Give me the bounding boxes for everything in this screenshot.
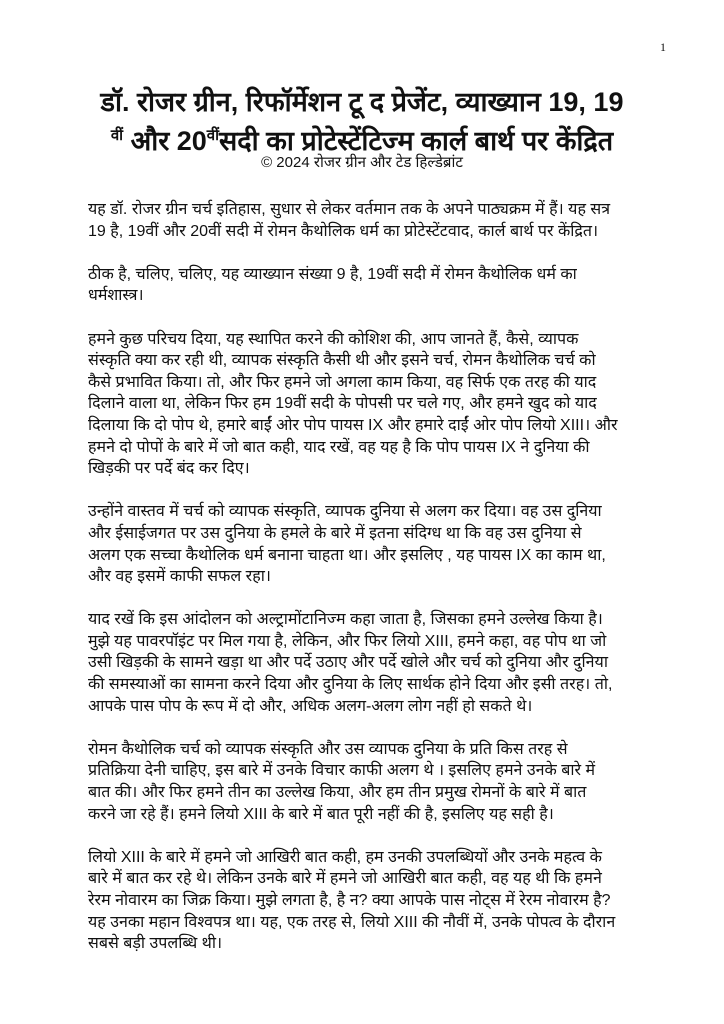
paragraph: [88, 501, 648, 587]
paragraph-line: हमने कुछ परिचय दिया, यह स्थापित करने की कोशिश की, आप जानते हैं, कैसे, व्यापक: [88, 330, 579, 348]
paragraph-line: आपके पास पोप के रूप में दो और, अधिक अलग-अलग लोग नहीं हो सकते थे।: [88, 697, 533, 715]
paragraph: [88, 199, 648, 242]
paragraph-line: ठीक है, चलिए, चलिए, यह व्याख्यान संख्या 9 है, 19वीं सदी में रोमन कैथोलिक धर्म का: [88, 265, 577, 283]
page-number: 1: [660, 40, 666, 54]
title-line-2b-text: सदी का प्रोटेस्टेंटिज्म कार्ल बार्थ पर केंद्रित: [219, 126, 614, 156]
paragraph-line: उसी खिड़की के सामने खड़ा था और पर्दे उठाए और पर्दे खोले और चर्च को दुनिया और दुनिया: [88, 654, 608, 672]
paragraph-line: लियो XIII के बारे में हमने जो आखिरी बात कही, हम उनकी उपलब्धियों और उनके महत्व के: [88, 848, 602, 866]
paragraph: [88, 739, 648, 825]
copyright-line: © 2024 रोजर ग्रीन और टेड हिल्डेब्रांट: [261, 154, 463, 171]
paragraph-line: रेरम नोवारम का जिक्र किया। मुझे लगता है, है न? क्या आपके पास नोट्स में रेरम नोवारम है?: [88, 892, 611, 909]
paragraph-line: और ईसाईजगत पर उस दुनिया के हमले के बारे में इतना संदिग्ध था कि वह उस दुनिया से: [88, 524, 582, 542]
paragraph-line: करने जा रहे हैं। हमने लियो XIII के बारे में बात पूरी नहीं की है, इसलिए यह सही है।: [88, 805, 554, 823]
paragraph-line: याद रखें कि इस आंदोलन को अल्ट्रामोंटानिज्म कहा जाता है, जिसका हमने उल्लेख किया है।: [88, 611, 603, 629]
paragraph-line: बात की। और फिर हमने तीन का उल्लेख किया, और हम तीन प्रमुख रोमनों के बारे में बात: [88, 784, 587, 802]
title-line-2a-text: और 20: [130, 126, 207, 156]
paragraph-line: 19 है, 19वीं और 20वीं सदी में रोमन कैथोलिक धर्म का प्रोटेस्टेंटवाद, कार्ल बार्थ पर केंद्रित।: [88, 222, 599, 240]
paragraph-line: दिलाया कि दो पोप थे, हमारे बाईं ओर पोप पायस IX और हमारे दाईं ओर पोप लियो XIII। और: [88, 416, 618, 434]
paragraph: [88, 609, 648, 717]
paragraph: [88, 264, 648, 307]
document-title: [40, 86, 684, 158]
paragraph-line: मुझे यह पावरपॉइंट पर मिल गया है, लेकिन, और फिर लियो XIII, हमने कहा, वह पोप था जो: [88, 632, 607, 650]
paragraph-line: हमने दो पोपों के बारे में जो बात कही, याद रखें, वह यह है कि पोप पायस IX ने दुनिया की: [88, 438, 590, 456]
paragraph: [88, 847, 648, 955]
paragraph-line: उन्होंने वास्तव में चर्च को व्यापक संस्कृति, व्यापक दुनिया से अलग कर दिया। वह उस दुनिया: [88, 503, 602, 521]
paragraph-line: यह डॉ. रोजर ग्रीन चर्च इतिहास, सुधार से लेकर वर्तमान तक के अपने पाठ्यक्रम में हैं। यह सत्र: [88, 201, 611, 218]
paragraph-line: और वह इसमें काफी सफल रहा।: [88, 568, 271, 586]
paragraph-line: की समस्याओं का सामना करने दिया और दुनिया के लिए सार्थक होने दिया और इसी तरह। तो,: [88, 676, 613, 694]
paragraph-line: कैसे प्रभावित किया। तो, और फिर हमने जो अगला काम किया, वह सिर्फ एक तरह की याद: [88, 373, 597, 391]
title-superscript-2: वीं: [206, 127, 220, 144]
title-superscript-1: वीं: [110, 127, 124, 144]
paragraph: [88, 329, 648, 480]
paragraph-line: सबसे बड़ी उपलब्धि थी।: [88, 935, 223, 953]
paragraph-line: खिड़की पर पर्दे बंद कर दिए।: [88, 460, 250, 478]
title-line-1-text: डॉ. रोजर ग्रीन, रिफॉर्मेशन टू द प्रेजेंट, व्याख्यान 19, 19: [100, 87, 624, 117]
document-body: [88, 199, 648, 976]
paragraph-line: संस्कृति क्या कर रही थी, व्यापक संस्कृति कैसी थी और इसने चर्च, रोमन कैथोलिक चर्च को: [88, 352, 596, 370]
paragraph-line: अलग एक सच्चा कैथोलिक धर्म बनाना चाहता था। और इसलिए , यह पायस IX का काम था,: [88, 546, 606, 564]
paragraph-line: यह उनका महान विश्वपत्र था। यह, एक तरह से, लियो XIII की नौवीं में, उनके पोपत्व के दौरान: [88, 913, 616, 931]
paragraph-line: बारे में बात कर रहे थे। लेकिन उनके बारे में हमने जो आखिरी बात कही, वह यह थी कि हमने: [88, 870, 602, 888]
paragraph-line: रोमन कैथोलिक चर्च को व्यापक संस्कृति और उस व्यापक दुनिया के प्रति किस तरह से: [88, 740, 568, 758]
title-line-1: [40, 86, 684, 119]
paragraph-line: दिलाने वाला था, लेकिन फिर हम 19वीं सदी के पोपसी पर चले गए, और हमने खुद को याद: [88, 395, 597, 413]
paragraph-line: धर्मशास्त्र।: [88, 287, 144, 305]
paragraph-line: प्रतिक्रिया देनी चाहिए, इस बारे में उनके विचार काफी अलग थे । इसलिए हमने उनके बारे में: [88, 762, 596, 780]
